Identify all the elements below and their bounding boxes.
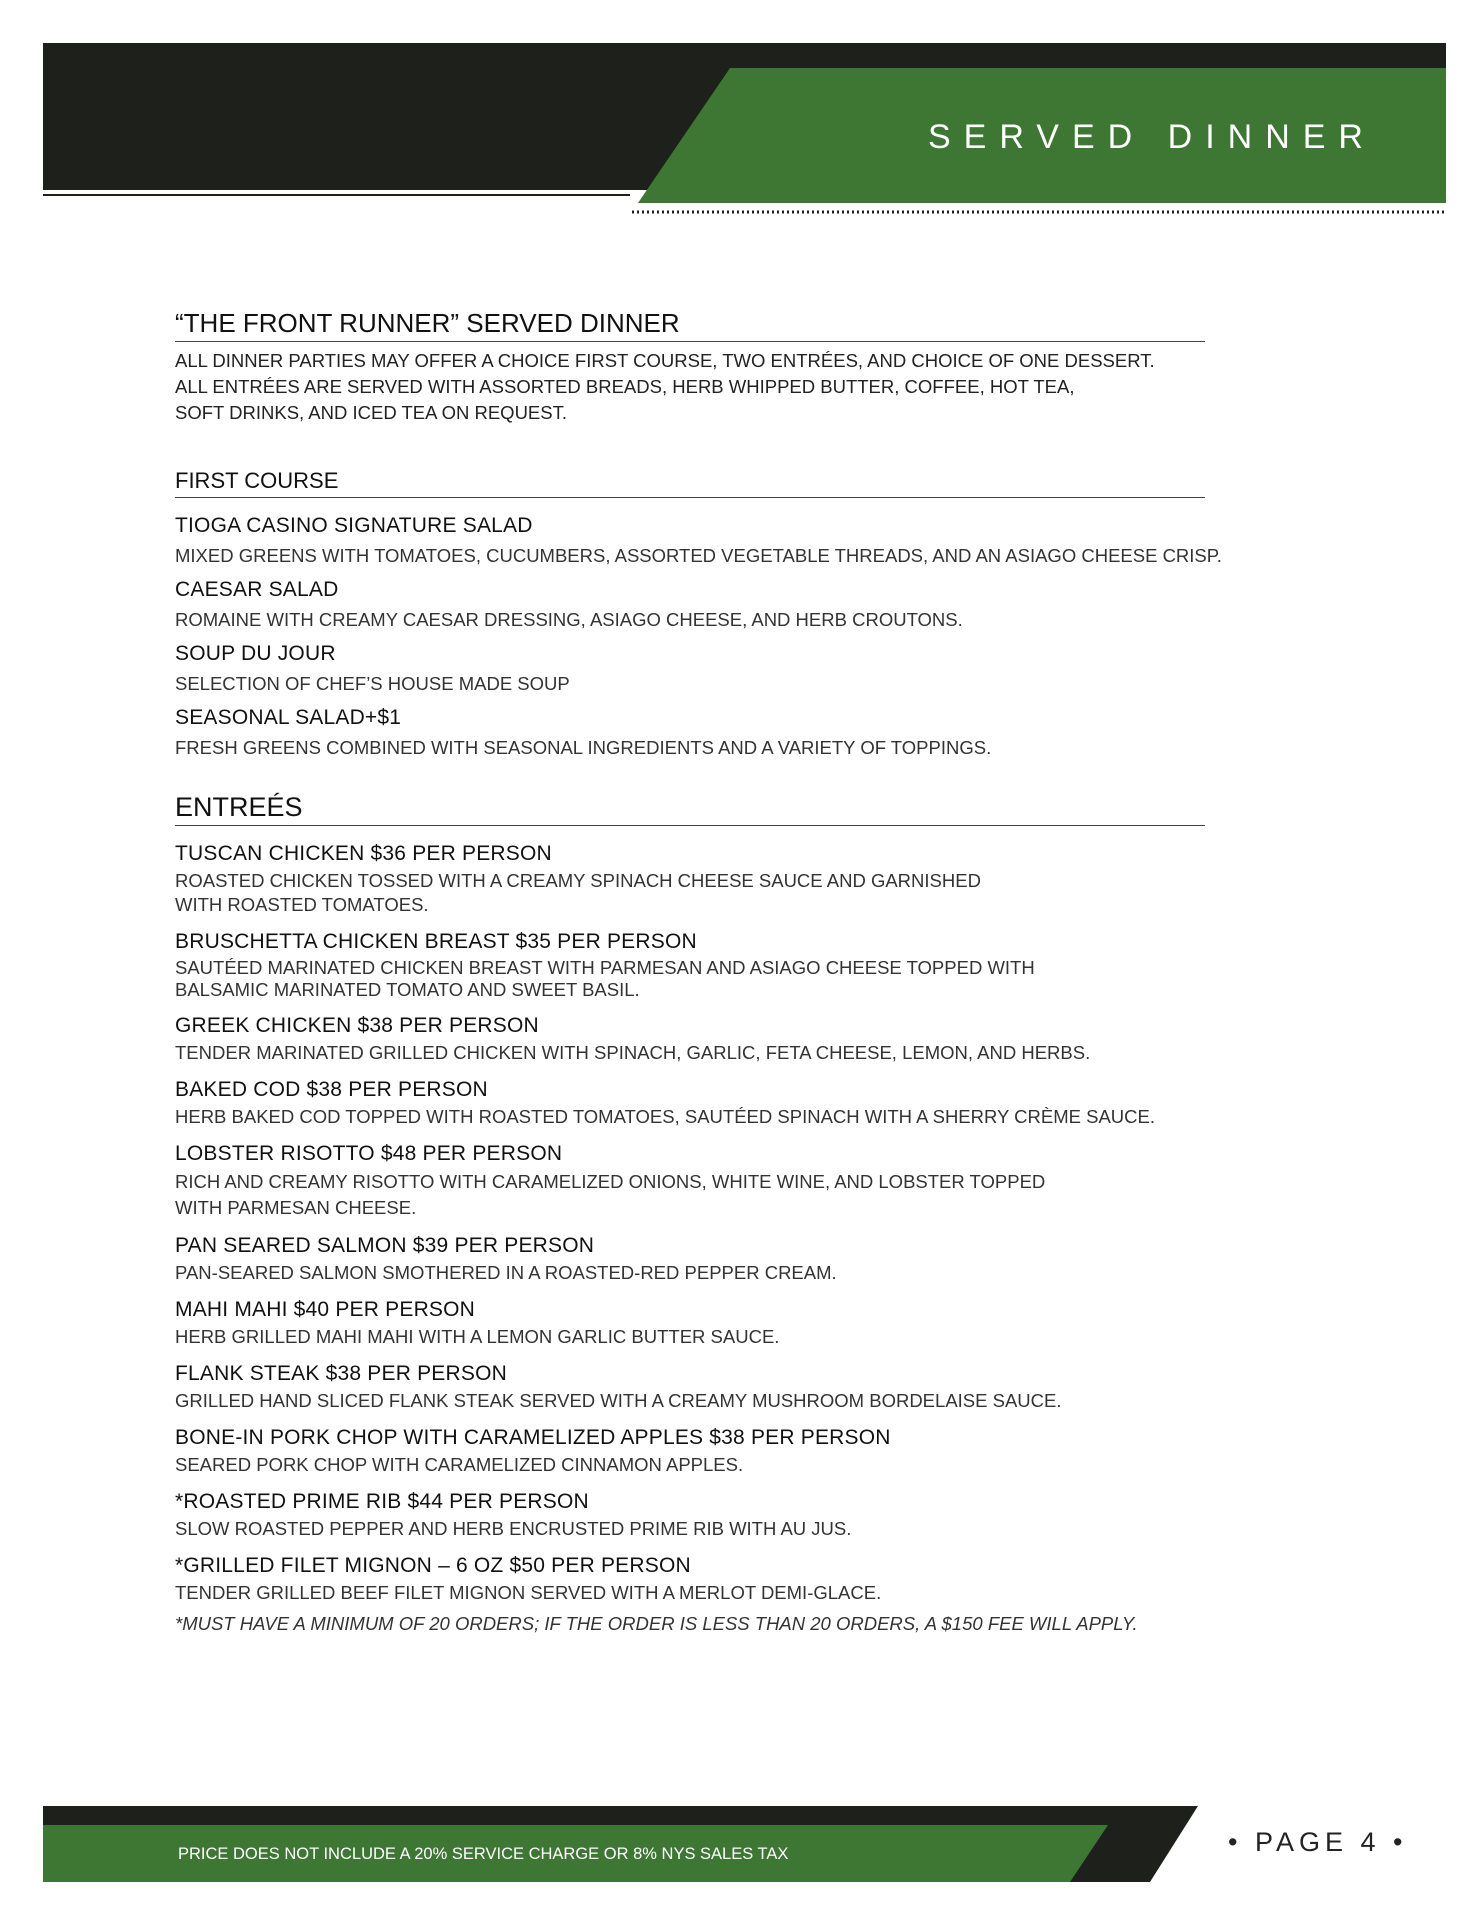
service-charge-disclaimer: PRICE DOES NOT INCLUDE A 20% SERVICE CHARGE OR 8% NYS SALES TAX bbox=[178, 1845, 789, 1863]
menu-item bbox=[175, 1554, 1335, 1605]
menu-item bbox=[175, 1298, 1335, 1349]
intro-line: ALL ENTRÉES ARE SERVED WITH ASSORTED BREADS, HERB WHIPPED BUTTER, COFFEE, HOT TEA, bbox=[175, 376, 1075, 397]
page-number: • PAGE 4 • bbox=[1228, 1827, 1408, 1857]
item-description: SEARED PORK CHOP WITH CARAMELIZED CINNAMON APPLES. bbox=[175, 1454, 744, 1475]
item-description: RICH AND CREAMY RISOTTO WITH CARAMELIZED ONIONS, WHITE WINE, AND LOBSTER TOPPED bbox=[175, 1171, 1046, 1192]
item-description: ROASTED CHICKEN TOSSED WITH A CREAMY SPINACH CHEESE SAUCE AND GARNISHED bbox=[175, 870, 981, 891]
menu-item bbox=[175, 578, 1335, 632]
section-title-entrees: ENTREÉS bbox=[175, 790, 1205, 826]
item-name: SOUP DU JOUR bbox=[175, 642, 336, 665]
intro-line: ALL DINNER PARTIES MAY OFFER A CHOICE FIRST COURSE, TWO ENTRÉES, AND CHOICE OF ONE DESSERT. bbox=[175, 350, 1155, 371]
item-description: SLOW ROASTED PEPPER AND HERB ENCRUSTED PRIME RIB WITH AU JUS. bbox=[175, 1518, 852, 1539]
item-description: BALSAMIC MARINATED TOMATO AND SWEET BASIL. bbox=[175, 979, 640, 1000]
menu-item bbox=[175, 1234, 1335, 1285]
intro-text bbox=[175, 348, 1335, 426]
page-title: SERVED DINNER bbox=[928, 118, 1376, 156]
item-name: FLANK STEAK $38 PER PERSON bbox=[175, 1362, 507, 1385]
menu-item bbox=[175, 1490, 1335, 1541]
minimum-order-note: *MUST HAVE A MINIMUM OF 20 ORDERS; IF THE ORDER IS LESS THAN 20 ORDERS, A $150 FEE WILL APPLY. bbox=[175, 1613, 1138, 1634]
item-name: *GRILLED FILET MIGNON – 6 OZ $50 PER PERSON bbox=[175, 1554, 691, 1577]
menu-item bbox=[175, 1014, 1335, 1065]
item-description: TENDER GRILLED BEEF FILET MIGNON SERVED WITH A MERLOT DEMI-GLACE. bbox=[175, 1582, 882, 1603]
item-description: SAUTÉED MARINATED CHICKEN BREAST WITH PARMESAN AND ASIAGO CHEESE TOPPED WITH bbox=[175, 957, 1035, 978]
section-title-first-course: FIRST COURSE bbox=[175, 466, 1205, 498]
item-name: LOBSTER RISOTTO $48 PER PERSON bbox=[175, 1142, 563, 1165]
item-description: PAN-SEARED SALMON SMOTHERED IN A ROASTED-RED PEPPER CREAM. bbox=[175, 1262, 837, 1283]
item-name: BAKED COD $38 PER PERSON bbox=[175, 1078, 488, 1101]
item-name: PAN SEARED SALMON $39 PER PERSON bbox=[175, 1234, 595, 1257]
item-name: SEASONAL SALAD+$1 bbox=[175, 706, 402, 729]
menu-item bbox=[175, 1078, 1335, 1129]
item-name: TIOGA CASINO SIGNATURE SALAD bbox=[175, 514, 533, 537]
item-description: ROMAINE WITH CREAMY CAESAR DRESSING, ASIAGO CHEESE, AND HERB CROUTONS. bbox=[175, 609, 963, 630]
item-description: SELECTION OF CHEF’S HOUSE MADE SOUP bbox=[175, 673, 570, 694]
menu-item bbox=[175, 1142, 1335, 1221]
menu-item bbox=[175, 1362, 1335, 1413]
entrees-section bbox=[175, 790, 1335, 1635]
menu-item bbox=[175, 514, 1335, 568]
menu-item bbox=[175, 930, 1335, 1001]
item-description: GRILLED HAND SLICED FLANK STEAK SERVED WITH A CREAMY MUSHROOM BORDELAISE SAUCE. bbox=[175, 1390, 1062, 1411]
item-description: HERB GRILLED MAHI MAHI WITH A LEMON GARLIC BUTTER SAUCE. bbox=[175, 1326, 780, 1347]
item-name: BONE-IN PORK CHOP WITH CARAMELIZED APPLES $38 PER PERSON bbox=[175, 1426, 891, 1449]
menu-item bbox=[175, 706, 1335, 760]
item-description: HERB BAKED COD TOPPED WITH ROASTED TOMATOES, SAUTÉED SPINACH WITH A SHERRY CRÈME SAUCE. bbox=[175, 1106, 1156, 1127]
section-title-front-runner: “THE FRONT RUNNER” SERVED DINNER bbox=[175, 306, 1205, 342]
menu-item bbox=[175, 842, 1335, 917]
item-description: WITH ROASTED TOMATOES. bbox=[175, 894, 429, 915]
menu-content bbox=[175, 306, 1335, 1635]
item-name: GREEK CHICKEN $38 PER PERSON bbox=[175, 1014, 539, 1037]
item-description: MIXED GREENS WITH TOMATOES, CUCUMBERS, ASSORTED VEGETABLE THREADS, AND AN ASIAGO CHEESE CRISP. bbox=[175, 545, 1222, 566]
item-name: CAESAR SALAD bbox=[175, 578, 339, 601]
item-name: MAHI MAHI $40 PER PERSON bbox=[175, 1298, 476, 1321]
item-name: BRUSCHETTA CHICKEN BREAST $35 PER PERSON bbox=[175, 930, 697, 953]
item-description: FRESH GREENS COMBINED WITH SEASONAL INGREDIENTS AND A VARIETY OF TOPPINGS. bbox=[175, 737, 992, 758]
item-description: WITH PARMESAN CHEESE. bbox=[175, 1197, 417, 1218]
item-name: *ROASTED PRIME RIB $44 PER PERSON bbox=[175, 1490, 589, 1513]
first-course-section bbox=[175, 466, 1335, 760]
item-name: TUSCAN CHICKEN $36 PER PERSON bbox=[175, 842, 552, 865]
menu-item bbox=[175, 1426, 1335, 1477]
item-description: TENDER MARINATED GRILLED CHICKEN WITH SPINACH, GARLIC, FETA CHEESE, LEMON, AND HERBS. bbox=[175, 1042, 1091, 1063]
intro-line: SOFT DRINKS, AND ICED TEA ON REQUEST. bbox=[175, 402, 568, 423]
menu-item bbox=[175, 642, 1335, 696]
header-banner bbox=[0, 0, 1484, 220]
